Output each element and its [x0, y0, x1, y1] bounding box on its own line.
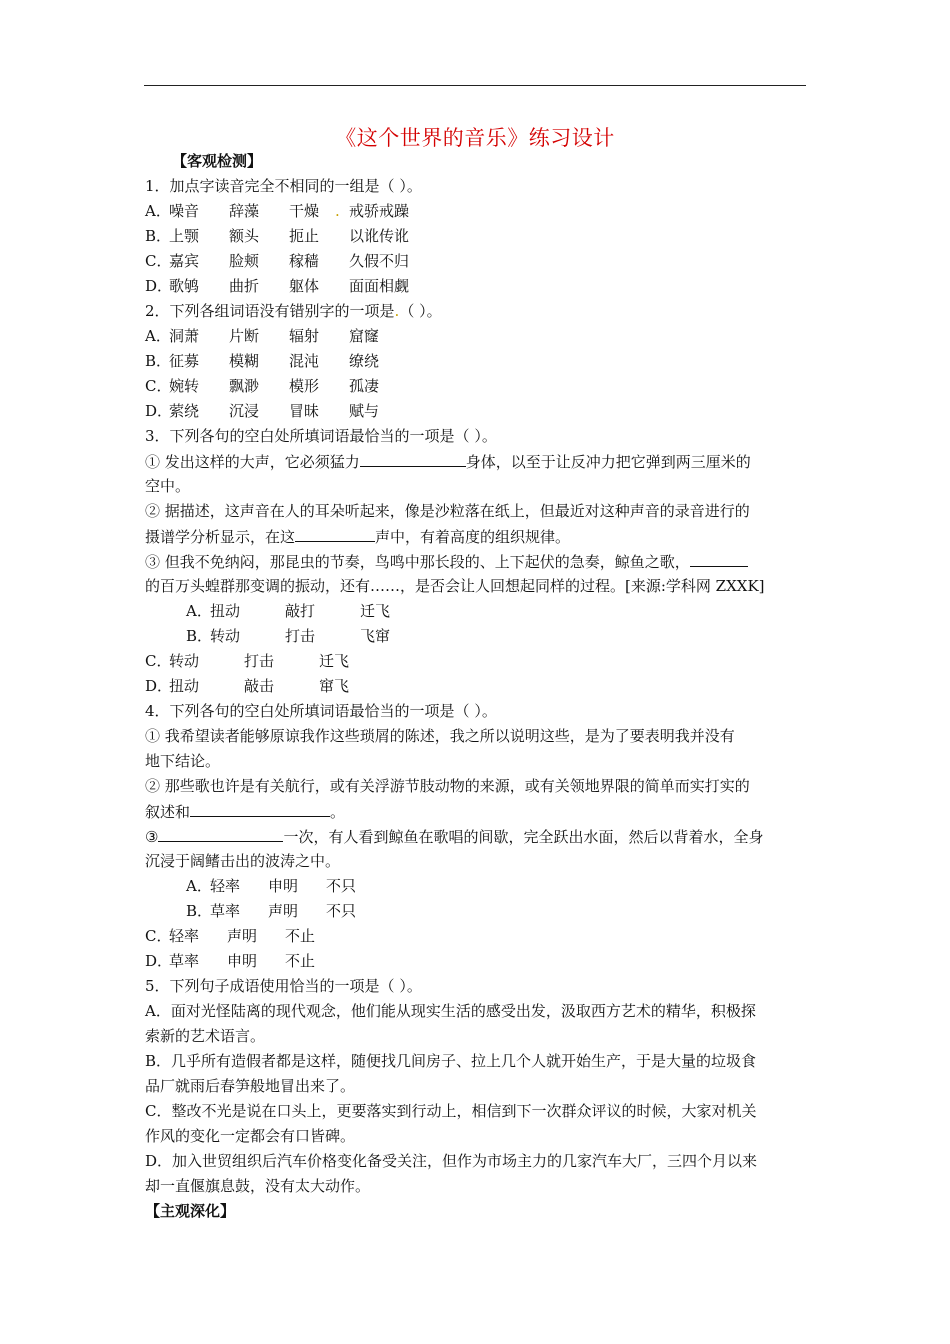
q2-option-b: B．征募 模糊 混沌 缭绕 — [145, 352, 380, 370]
q5-option-d: D．加入世贸组织后汽车价格变化备受关注，但作为市场主力的几家汽车大厂，三四个月以来 — [145, 1152, 758, 1170]
q3-stem: 3．下列各句的空白处所填词语最恰当的一项是（ ）。 — [145, 427, 497, 445]
q5-option-b-cont: 品厂就雨后春笋般地冒出来了。 — [145, 1077, 356, 1095]
q3-option-d: D．扭动 敲击 窜飞 — [145, 677, 350, 695]
fill-blank — [190, 801, 330, 817]
q4-sentence-2-cont: 叙述和 。 — [145, 803, 346, 821]
fill-blank — [690, 551, 748, 567]
q4-sentence-3: ③ 一次，有人看到鲸鱼在歌唱的间歇，完全跃出水面，然后以背着水，全身 — [145, 828, 764, 846]
q3-sentence-1-cont: 空中。 — [145, 477, 191, 495]
q3-sentence-2-cont: 摄谱学分析显示，在这 声中，有着高度的组织规律。 — [145, 528, 571, 546]
section-subjective-heading: 【主观深化】 — [145, 1202, 236, 1220]
q5-stem: 5．下列句子成语使用恰当的一项是（ ）。 — [145, 977, 422, 995]
q4-sentence-3-cont: 沉浸于阔鳍击出的波涛之中。 — [145, 852, 341, 870]
q5-option-a-cont: 索新的艺术语言。 — [145, 1027, 266, 1045]
q5-option-c: C．整改不光是说在口头上，更要落实到行动上，相信到下一次群众评议的时候，大家对机关 — [145, 1102, 757, 1120]
q2-option-c: C．婉转 飘渺 模形 孤凄 — [145, 377, 380, 395]
q4-sentence-1-cont: 地下结论。 — [145, 752, 221, 770]
fill-blank — [158, 826, 283, 842]
header-rule — [144, 85, 806, 86]
q3-option-a: A．扭动 敲打 迁飞 — [186, 602, 391, 620]
q2-option-a: A．洞萧 片断 辐射 窟窿 — [145, 327, 380, 345]
q2-stem: 2．下列各组词语没有错别字的一项是.（ ）。 — [145, 302, 442, 320]
fill-blank — [360, 451, 466, 467]
q1-stem: 1．加点字读音完全不相同的一组是（ ）。 — [145, 177, 422, 195]
section-objective-heading: 【客观检测】 — [172, 152, 263, 170]
q4-option-c: C．轻率 声明 不止 — [145, 927, 316, 945]
q3-option-b: B．转动 打击 飞窜 — [186, 627, 391, 645]
q5-option-b: B．几乎所有造假者都是这样，随便找几间房子、拉上几个人就开始生产，于是大量的垃圾食 — [145, 1052, 757, 1070]
q4-sentence-1: ① 我希望读者能够原谅我作这些琐屑的陈述，我之所以说明这些，是为了要表明我并没有 — [145, 727, 735, 745]
q3-option-c: C．转动 打击 迁飞 — [145, 652, 350, 670]
q1-option-d: D．歌鸲 曲折 躯体 面面相觑 — [145, 277, 410, 295]
q2-option-d: D．萦绕 沉浸 冒昧 赋与 — [145, 402, 380, 420]
page-title: 《这个世界的音乐》练习设计 — [335, 126, 615, 150]
q3-sentence-1: ① 发出这样的大声，它必须猛力 身体，以至于让反冲力把它弹到两三厘米的 — [145, 453, 751, 471]
q5-option-d-cont: 却一直偃旗息鼓，没有太大动作。 — [145, 1177, 371, 1195]
fill-blank — [295, 526, 375, 542]
emphasis-dot: . — [335, 202, 340, 220]
emphasis-dot: . — [394, 302, 400, 320]
q1-option-a: A．噪音 辞藻 干燥 . 戒骄戒躁 — [145, 202, 410, 220]
q4-option-a: A．轻率 申明 不只 — [186, 877, 357, 895]
q3-sentence-3: ③ 但我不免纳闷，那昆虫的节奏，鸟鸣中那长段的、上下起伏的急奏，鲸鱼之歌， — [145, 551, 748, 572]
q3-sentence-3-cont: 的百万头蝗群那变调的振动，还有……，是否会让人回想起同样的过程。[来源:学科网 ZXXK] — [145, 577, 765, 595]
q4-stem: 4．下列各句的空白处所填词语最恰当的一项是（ ）。 — [145, 702, 497, 720]
q5-option-c-cont: 作风的变化一定都会有口皆碑。 — [145, 1127, 356, 1145]
q4-option-d: D．草率 申明 不止 — [145, 952, 316, 970]
q3-sentence-2: ② 据描述，这声音在人的耳朵听起来，像是沙粒落在纸上，但最近对这种声音的录音进行的 — [145, 502, 750, 520]
q4-sentence-2: ② 那些歌也许是有关航行，或有关浮游节肢动物的来源，或有关领地界限的简单而实打实的 — [145, 777, 750, 795]
q5-option-a: A．面对光怪陆离的现代观念，他们能从现实生活的感受出发，汲取西方艺术的精华，积极探 — [145, 1002, 756, 1020]
q4-option-b: B．草率 声明 不只 — [186, 902, 357, 920]
q1-option-b: B．上颚 额头 扼止 以讹传讹 — [145, 227, 410, 245]
q1-option-c: C．嘉宾 脸颊 稼穑 久假不归 — [145, 252, 410, 270]
